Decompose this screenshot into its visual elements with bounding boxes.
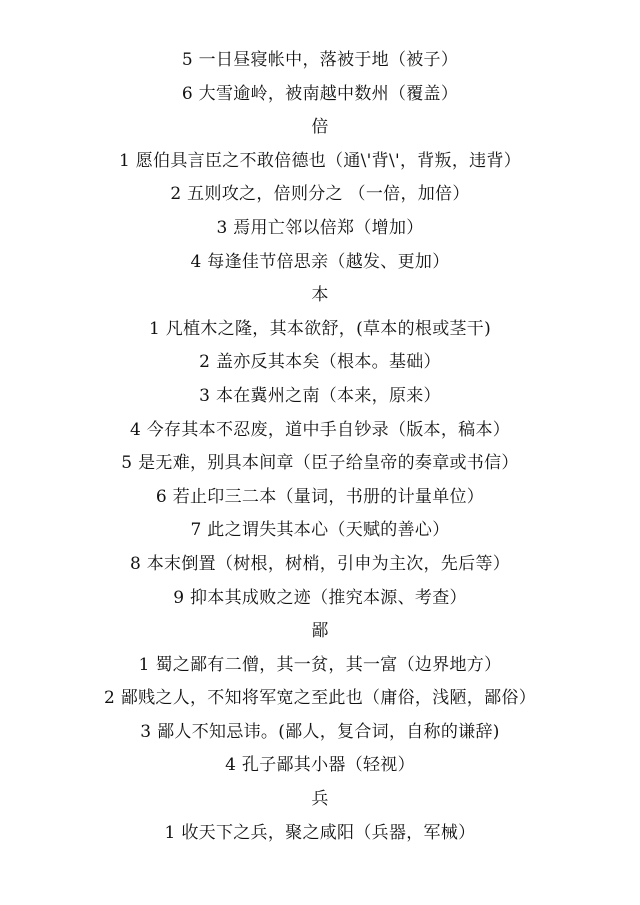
entry-line: 1 收天下之兵，聚之咸阳（兵器，军械） [164,822,476,843]
entry-line: 8 本末倒置（树根，树梢，引申为主次，先后等） [129,553,511,574]
entry-line: 1 蜀之鄙有二僧，其一贫，其一富（边界地方） [138,654,502,675]
entry-line: 4 今存其本不忍废，道中手自钞录（版本，稿本） [129,419,511,440]
entry-line: 5 一日昼寝帐中，落被于地（被子） [181,50,459,70]
entry-line: 7 此之谓失其本心（天赋的善心） [190,520,450,541]
document-page [0,44,640,850]
entry-line: 6 大雪逾岭，被南越中数州（覆盖） [181,83,459,104]
entry-line: 1 凡植木之隆，其本欲舒，(草本的根或茎干) [148,318,492,339]
entry-line: 4 每逢佳节倍思亲（越发、更加） [190,251,450,272]
entry-line: 1 愿伯具言臣之不敢倍德也（通\'背\'，背叛，违背） [118,150,522,171]
entry-line: 6 若止印三二本（量词，书册的计量单位） [155,486,485,507]
entry-line: 3 本在冀州之南（本来，原来） [199,385,441,406]
character-heading: 本 [311,285,329,306]
entry-line: 3 焉用亡邻以倍郑（增加） [216,217,424,238]
entry-line: 5 是无难，别具本间章（臣子给皇帝的奏章或书信） [121,453,519,474]
entry-line: 4 孔子鄙其小器（轻视） [225,755,415,776]
character-heading: 鄙 [311,621,329,642]
entry-line: 3 鄙人不知忌讳。(鄙人，复合词，自称的谦辞) [140,721,500,742]
entry-line: 9 抑本其成败之迹（推究本源、考查） [173,587,467,608]
character-heading: 兵 [311,789,329,810]
entry-line: 2 盖亦反其本矣（根本。基础） [199,352,441,373]
entry-line: 2 鄙贱之人，不知将军宽之至此也（庸俗，浅陋，鄙俗） [103,688,537,709]
character-heading: 倍 [311,117,329,138]
entry-line: 2 五则攻之，倍则分之 （一倍，加倍） [170,184,470,205]
